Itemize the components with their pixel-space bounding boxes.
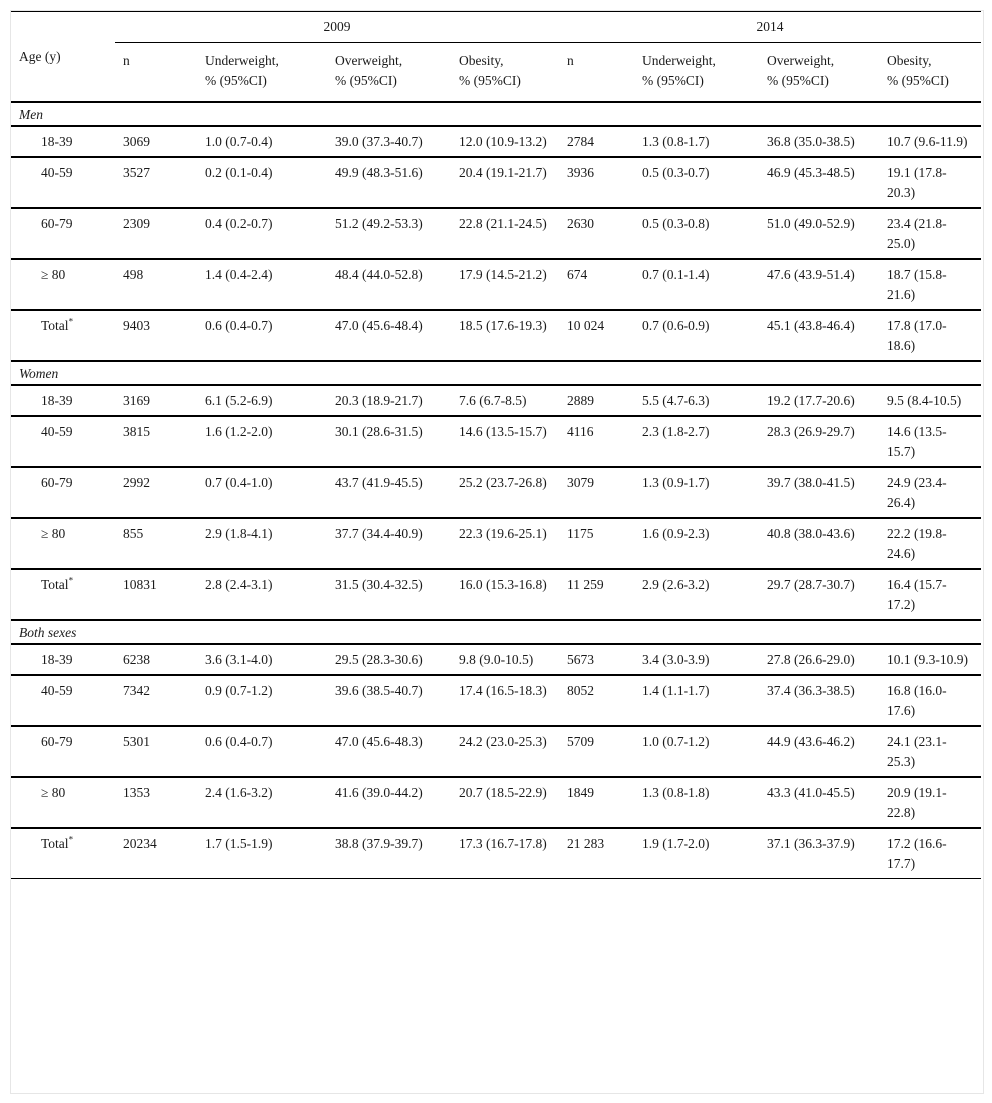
- underweight-2014-cell: 1.6 (0.9-2.3): [634, 518, 759, 569]
- underweight-2009-cell: 1.0 (0.7-0.4): [197, 126, 327, 157]
- underweight-2014-header: Underweight, % (95%CI): [642, 53, 716, 88]
- obesity-2014-cell: 16.8 (16.0-17.6): [879, 675, 981, 726]
- underweight-2009-cell: 2.4 (1.6-3.2): [197, 777, 327, 828]
- header-row-columns: [11, 43, 981, 103]
- age-column-header: Age (y): [19, 48, 61, 64]
- n-2014-cell: 5709: [559, 726, 634, 777]
- underweight-2009-cell: 2.9 (1.8-4.1): [197, 518, 327, 569]
- obesity-2009-cell: 20.4 (19.1-21.7): [451, 157, 559, 208]
- overweight-2014-cell: 27.8 (26.6-29.0): [759, 644, 879, 675]
- overweight-2009-cell: 29.5 (28.3-30.6): [327, 644, 451, 675]
- obesity-2009-cell: 14.6 (13.5-15.7): [451, 416, 559, 467]
- table-row: [11, 385, 981, 416]
- obesity-2009-cell: 20.7 (18.5-22.9): [451, 777, 559, 828]
- n-2009-cell: 2309: [115, 208, 197, 259]
- underweight-2014-cell: 1.9 (1.7-2.0): [634, 828, 759, 879]
- prevalence-table: [11, 11, 981, 879]
- obesity-2009-cell: 16.0 (15.3-16.8): [451, 569, 559, 620]
- overweight-2009-cell: 37.7 (34.4-40.9): [327, 518, 451, 569]
- n-2009-cell: 3527: [115, 157, 197, 208]
- section-row: [11, 620, 981, 644]
- obesity-2009-cell: 9.8 (9.0-10.5): [451, 644, 559, 675]
- overweight-2014-header: Overweight, % (95%CI): [767, 53, 835, 88]
- n-2009-cell: 7342: [115, 675, 197, 726]
- age-label: 60-79: [41, 216, 73, 231]
- overweight-2009-cell: 39.6 (38.5-40.7): [327, 675, 451, 726]
- obesity-2009-cell: 12.0 (10.9-13.2): [451, 126, 559, 157]
- overweight-2014-cell: 47.6 (43.9-51.4): [759, 259, 879, 310]
- n-2014-cell: 674: [559, 259, 634, 310]
- age-cell: [11, 467, 115, 518]
- age-label: 18-39: [41, 393, 73, 408]
- underweight-2014-cell: 1.3 (0.9-1.7): [634, 467, 759, 518]
- overweight-2014-cell: 45.1 (43.8-46.4): [759, 310, 879, 361]
- age-label: 18-39: [41, 134, 73, 149]
- obesity-2009-cell: 22.8 (21.1-24.5): [451, 208, 559, 259]
- n-2014-cell: 1175: [559, 518, 634, 569]
- underweight-2009-cell: 0.7 (0.4-1.0): [197, 467, 327, 518]
- n-2014-cell: 21 283: [559, 828, 634, 879]
- age-cell: [11, 644, 115, 675]
- table-row: [11, 828, 981, 879]
- n-2014-cell: 2784: [559, 126, 634, 157]
- table-row: [11, 518, 981, 569]
- footnote-marker: *: [68, 316, 74, 327]
- overweight-2014-cell: 29.7 (28.7-30.7): [759, 569, 879, 620]
- underweight-2009-cell: 0.9 (0.7-1.2): [197, 675, 327, 726]
- age-cell: [11, 726, 115, 777]
- n-2009-header: n: [123, 53, 130, 68]
- age-label: ≥ 80: [41, 526, 66, 541]
- n-2009-cell: 3069: [115, 126, 197, 157]
- age-label: Total: [41, 577, 69, 592]
- n-2009-cell: 855: [115, 518, 197, 569]
- age-cell: [11, 569, 115, 620]
- overweight-2014-cell: 43.3 (41.0-45.5): [759, 777, 879, 828]
- table-row: [11, 310, 981, 361]
- age-label: 60-79: [41, 475, 73, 490]
- underweight-2009-cell: 3.6 (3.1-4.0): [197, 644, 327, 675]
- obesity-2014-cell: 17.8 (17.0-18.6): [879, 310, 981, 361]
- table-row: [11, 157, 981, 208]
- n-2014-cell: 4116: [559, 416, 634, 467]
- overweight-2009-cell: 41.6 (39.0-44.2): [327, 777, 451, 828]
- obesity-2014-header: Obesity, % (95%CI): [887, 53, 949, 88]
- n-2009-cell: 5301: [115, 726, 197, 777]
- table-row: [11, 259, 981, 310]
- underweight-2014-cell: 0.7 (0.1-1.4): [634, 259, 759, 310]
- obesity-2014-cell: 19.1 (17.8-20.3): [879, 157, 981, 208]
- footnote-marker: *: [68, 575, 74, 586]
- age-cell: [11, 777, 115, 828]
- underweight-2014-cell: 0.5 (0.3-0.8): [634, 208, 759, 259]
- obesity-2014-cell: 9.5 (8.4-10.5): [879, 385, 981, 416]
- overweight-2009-cell: 49.9 (48.3-51.6): [327, 157, 451, 208]
- obesity-2014-cell: 23.4 (21.8-25.0): [879, 208, 981, 259]
- underweight-2009-cell: 1.4 (0.4-2.4): [197, 259, 327, 310]
- age-label: Total: [41, 836, 69, 851]
- underweight-2014-cell: 1.0 (0.7-1.2): [634, 726, 759, 777]
- table-row: [11, 467, 981, 518]
- underweight-2014-cell: 0.5 (0.3-0.7): [634, 157, 759, 208]
- underweight-2014-cell: 1.3 (0.8-1.7): [634, 126, 759, 157]
- overweight-2014-cell: 39.7 (38.0-41.5): [759, 467, 879, 518]
- overweight-2014-cell: 28.3 (26.9-29.7): [759, 416, 879, 467]
- n-2009-cell: 9403: [115, 310, 197, 361]
- underweight-2014-cell: 5.5 (4.7-6.3): [634, 385, 759, 416]
- section-label: Both sexes: [11, 620, 981, 644]
- overweight-2009-cell: 20.3 (18.9-21.7): [327, 385, 451, 416]
- section-label: Women: [11, 361, 981, 385]
- age-label: ≥ 80: [41, 785, 66, 800]
- underweight-2009-cell: 1.6 (1.2-2.0): [197, 416, 327, 467]
- overweight-2009-cell: 51.2 (49.2-53.3): [327, 208, 451, 259]
- age-label: Total: [41, 318, 69, 333]
- underweight-2014-cell: 0.7 (0.6-0.9): [634, 310, 759, 361]
- n-2009-cell: 1353: [115, 777, 197, 828]
- age-cell: [11, 310, 115, 361]
- age-label: 60-79: [41, 734, 73, 749]
- age-label: ≥ 80: [41, 267, 66, 282]
- obesity-2009-cell: 17.4 (16.5-18.3): [451, 675, 559, 726]
- n-2009-cell: 6238: [115, 644, 197, 675]
- n-2014-cell: 5673: [559, 644, 634, 675]
- obesity-2009-header: Obesity, % (95%CI): [459, 53, 521, 88]
- table-row: [11, 726, 981, 777]
- obesity-2014-cell: 10.7 (9.6-11.9): [879, 126, 981, 157]
- overweight-2009-cell: 43.7 (41.9-45.5): [327, 467, 451, 518]
- underweight-2009-cell: 0.6 (0.4-0.7): [197, 726, 327, 777]
- n-2009-cell: 2992: [115, 467, 197, 518]
- n-2014-cell: 1849: [559, 777, 634, 828]
- table-row: [11, 569, 981, 620]
- underweight-2009-cell: 6.1 (5.2-6.9): [197, 385, 327, 416]
- obesity-2014-cell: 24.9 (23.4-26.4): [879, 467, 981, 518]
- n-2014-cell: 2630: [559, 208, 634, 259]
- n-2009-cell: 20234: [115, 828, 197, 879]
- section-row: [11, 102, 981, 126]
- age-cell: [11, 416, 115, 467]
- age-cell: [11, 518, 115, 569]
- obesity-2009-cell: 24.2 (23.0-25.3): [451, 726, 559, 777]
- table-row: [11, 644, 981, 675]
- obesity-2009-cell: 18.5 (17.6-19.3): [451, 310, 559, 361]
- underweight-2014-cell: 2.9 (2.6-3.2): [634, 569, 759, 620]
- obesity-2014-cell: 20.9 (19.1-22.8): [879, 777, 981, 828]
- n-2014-cell: 2889: [559, 385, 634, 416]
- table-row: [11, 777, 981, 828]
- n-2014-cell: 8052: [559, 675, 634, 726]
- section-row: [11, 361, 981, 385]
- overweight-2014-cell: 37.4 (36.3-38.5): [759, 675, 879, 726]
- underweight-2014-cell: 1.3 (0.8-1.8): [634, 777, 759, 828]
- underweight-2009-header: Underweight, % (95%CI): [205, 53, 279, 88]
- age-label: 40-59: [41, 424, 73, 439]
- obesity-2014-cell: 16.4 (15.7-17.2): [879, 569, 981, 620]
- obesity-2009-cell: 7.6 (6.7-8.5): [451, 385, 559, 416]
- obesity-2014-cell: 24.1 (23.1-25.3): [879, 726, 981, 777]
- obesity-2014-cell: 22.2 (19.8-24.6): [879, 518, 981, 569]
- table-row: [11, 126, 981, 157]
- overweight-2014-cell: 51.0 (49.0-52.9): [759, 208, 879, 259]
- underweight-2009-cell: 0.2 (0.1-0.4): [197, 157, 327, 208]
- section-label: Men: [11, 102, 981, 126]
- n-2009-cell: 3169: [115, 385, 197, 416]
- table-row: [11, 416, 981, 467]
- table-body: [11, 102, 981, 879]
- n-2009-cell: 10831: [115, 569, 197, 620]
- age-cell: [11, 157, 115, 208]
- underweight-2009-cell: 0.4 (0.2-0.7): [197, 208, 327, 259]
- underweight-2009-cell: 0.6 (0.4-0.7): [197, 310, 327, 361]
- overweight-2009-cell: 39.0 (37.3-40.7): [327, 126, 451, 157]
- obesity-2014-cell: 17.2 (16.6-17.7): [879, 828, 981, 879]
- overweight-2009-cell: 48.4 (44.0-52.8): [327, 259, 451, 310]
- age-cell: [11, 675, 115, 726]
- n-2009-cell: 498: [115, 259, 197, 310]
- obesity-2009-cell: 22.3 (19.6-25.1): [451, 518, 559, 569]
- n-2014-cell: 10 024: [559, 310, 634, 361]
- obesity-2014-cell: 10.1 (9.3-10.9): [879, 644, 981, 675]
- n-2009-cell: 3815: [115, 416, 197, 467]
- overweight-2014-cell: 19.2 (17.7-20.6): [759, 385, 879, 416]
- year-2009-header: 2009: [115, 12, 559, 43]
- age-label: 18-39: [41, 652, 73, 667]
- overweight-2014-cell: 46.9 (45.3-48.5): [759, 157, 879, 208]
- footnote-marker: *: [68, 834, 74, 845]
- age-cell: [11, 385, 115, 416]
- overweight-2009-cell: 31.5 (30.4-32.5): [327, 569, 451, 620]
- obesity-2014-cell: 14.6 (13.5-15.7): [879, 416, 981, 467]
- n-2014-cell: 3079: [559, 467, 634, 518]
- table-row: [11, 208, 981, 259]
- underweight-2014-cell: 1.4 (1.1-1.7): [634, 675, 759, 726]
- overweight-2014-cell: 44.9 (43.6-46.2): [759, 726, 879, 777]
- n-2014-cell: 3936: [559, 157, 634, 208]
- table-container: [10, 10, 984, 1094]
- obesity-2009-cell: 17.3 (16.7-17.8): [451, 828, 559, 879]
- overweight-2009-cell: 47.0 (45.6-48.4): [327, 310, 451, 361]
- n-2014-cell: 11 259: [559, 569, 634, 620]
- table-row: [11, 675, 981, 726]
- obesity-2009-cell: 25.2 (23.7-26.8): [451, 467, 559, 518]
- overweight-2009-header: Overweight, % (95%CI): [335, 53, 403, 88]
- header-row-years: [11, 12, 981, 43]
- age-cell: [11, 828, 115, 879]
- obesity-2014-cell: 18.7 (15.8-21.6): [879, 259, 981, 310]
- overweight-2014-cell: 36.8 (35.0-38.5): [759, 126, 879, 157]
- overweight-2009-cell: 38.8 (37.9-39.7): [327, 828, 451, 879]
- underweight-2009-cell: 2.8 (2.4-3.1): [197, 569, 327, 620]
- obesity-2009-cell: 17.9 (14.5-21.2): [451, 259, 559, 310]
- overweight-2014-cell: 37.1 (36.3-37.9): [759, 828, 879, 879]
- age-cell: [11, 259, 115, 310]
- underweight-2014-cell: 2.3 (1.8-2.7): [634, 416, 759, 467]
- underweight-2014-cell: 3.4 (3.0-3.9): [634, 644, 759, 675]
- overweight-2009-cell: 30.1 (28.6-31.5): [327, 416, 451, 467]
- n-2014-header: n: [567, 53, 574, 68]
- year-2014-header: 2014: [559, 12, 981, 43]
- age-cell: [11, 208, 115, 259]
- age-cell: [11, 126, 115, 157]
- overweight-2014-cell: 40.8 (38.0-43.6): [759, 518, 879, 569]
- age-label: 40-59: [41, 683, 73, 698]
- overweight-2009-cell: 47.0 (45.6-48.3): [327, 726, 451, 777]
- age-label: 40-59: [41, 165, 73, 180]
- underweight-2009-cell: 1.7 (1.5-1.9): [197, 828, 327, 879]
